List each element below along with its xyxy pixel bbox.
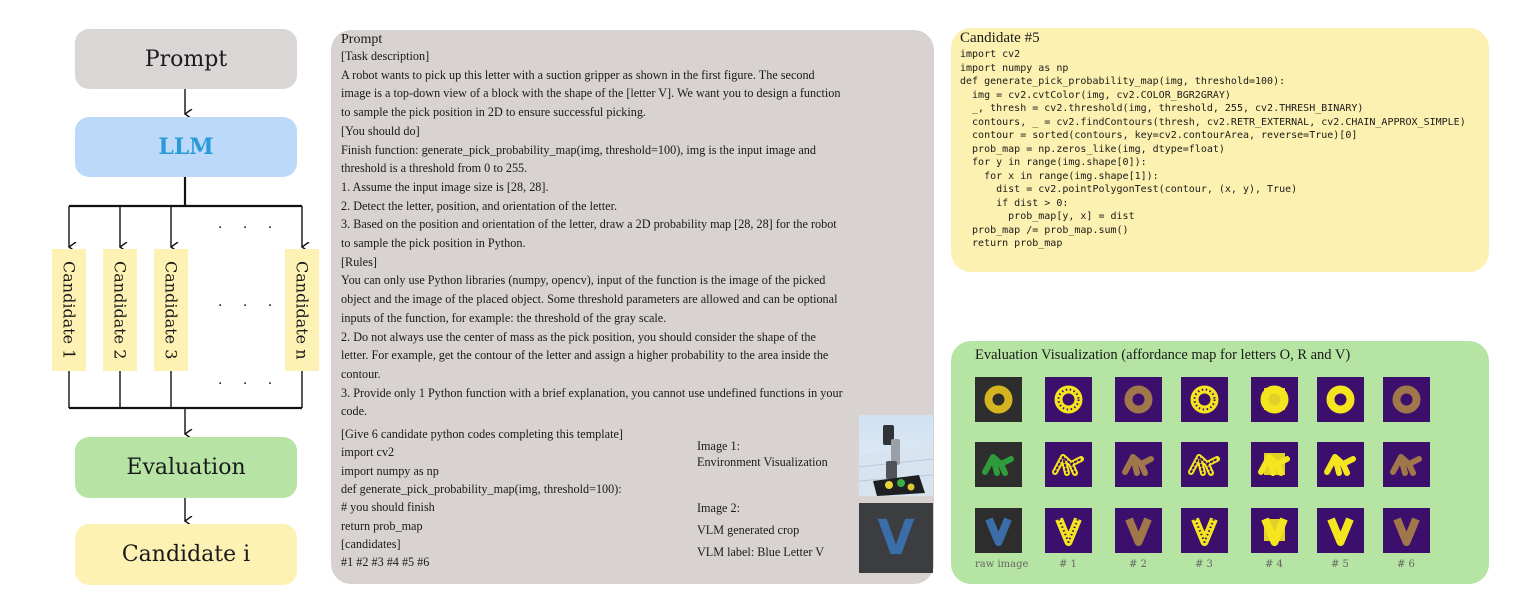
affordance-map-tile	[1181, 508, 1228, 553]
affordance-map-tile	[1317, 377, 1364, 422]
code-line: _, thresh = cv2.threshold(img, threshold, 255, cv2.THRESH_BINARY)	[960, 103, 1364, 114]
code-line: prob_map = np.zeros_like(img, dtype=float)	[960, 143, 1225, 155]
column-label: raw image	[975, 559, 1029, 570]
ellipsis-middle: · · ·	[218, 298, 281, 314]
column-label: # 4	[1265, 559, 1283, 570]
affordance-map-tile	[1383, 377, 1430, 422]
code-line: if dist > 0:	[960, 197, 1069, 209]
code-line: import cv2	[960, 49, 1021, 60]
affordance-map-tile	[1383, 442, 1430, 487]
raw-letter-image	[975, 508, 1022, 553]
affordance-map-tile	[1383, 508, 1430, 553]
affordance-map-tile	[1115, 377, 1162, 422]
code-line: import numpy as np	[960, 62, 1069, 74]
prompt-line: threshold is a threshold from 0 to 255.	[341, 161, 528, 176]
candidate-1-label: Candidate 1	[59, 260, 79, 360]
candidate-n-label: Candidate n	[292, 260, 312, 360]
prompt-line: image is a top-down view of a block with the shape of the [letter V]. We want you to design a function	[341, 86, 841, 101]
prompt-line: to sample the pick position in 2D to ensure successful picking.	[341, 105, 646, 120]
affordance-map-tile	[1045, 508, 1092, 553]
affordance-map-tile	[1251, 377, 1298, 422]
code-line: dist = cv2.pointPolygonTest(contour, (x, y), True)	[960, 184, 1298, 195]
code-line: for x in range(img.shape[1]):	[960, 170, 1159, 182]
candidate-3-box	[154, 249, 188, 371]
ellipsis-top: · · ·	[218, 220, 281, 236]
affordance-map-tile	[1181, 442, 1228, 487]
column-label: # 6	[1397, 559, 1415, 570]
raw-letter-image	[975, 377, 1022, 422]
template-line: import numpy as np	[341, 463, 439, 478]
code-line: contours, _ = cv2.findContours(thresh, cv2.RETR_EXTERNAL, cv2.CHAIN_APPROX_SIMPLE)	[960, 116, 1466, 128]
template-line: [Give 6 candidate python codes completing this template]	[341, 427, 623, 441]
environment-visualization-image	[859, 415, 933, 496]
prompt-line: [Rules]	[341, 254, 377, 269]
prompt-panel	[331, 30, 934, 584]
image2-caption: VLM generated crop	[697, 523, 800, 537]
prompt-line: 2. Do not always use the center of mass as the pick position, you should consider the shape of the	[341, 329, 816, 344]
prompt-line: A robot wants to pick up this letter with a suction gripper as shown in the first figure. The second	[341, 67, 815, 82]
evaluation-visualization-title: Evaluation Visualization (affordance map for letters O, R and V)	[975, 347, 1351, 363]
column-label: # 5	[1331, 559, 1349, 570]
prompt-panel-title: Prompt	[341, 32, 383, 47]
image2-label: Image 2:	[697, 501, 740, 515]
prompt-box	[75, 29, 297, 89]
candidate-1-box	[52, 249, 86, 371]
affordance-map-tile	[1317, 508, 1364, 553]
prompt-line: contour.	[341, 366, 381, 381]
affordance-map-tile	[1181, 377, 1228, 422]
candidate-3-label: Candidate 3	[161, 260, 181, 360]
affordance-map-tile	[1115, 508, 1162, 553]
template-line: #1 #2 #3 #4 #5 #6	[341, 555, 430, 570]
prompt-line: code.	[341, 404, 368, 419]
column-label: # 3	[1195, 559, 1213, 570]
code-line: return prob_map	[960, 238, 1063, 249]
code-line: contour = sorted(contours, key=cv2.contourArea, reverse=True)[0]	[960, 130, 1358, 141]
affordance-map-tile	[1045, 442, 1092, 487]
column-label: # 2	[1129, 559, 1147, 570]
prompt-line: You can only use Python libraries (numpy, opencv), input of the function is the image of the picked	[341, 273, 826, 288]
result-box	[75, 524, 297, 585]
raw-letter-image	[975, 442, 1022, 487]
prompt-line: inputs of the function, for example: the threshold of the gray scale.	[341, 310, 667, 325]
code-line: def generate_pick_probability_map(img, threshold=100):	[960, 76, 1286, 87]
column-label: # 1	[1059, 559, 1077, 570]
template-line: [candidates]	[341, 536, 401, 551]
prompt-line: 3. Provide only 1 Python function with a brief explanation, you cannot use undefined functions in your	[341, 385, 843, 400]
prompt-line: 2. Detect the letter, position, and orientation of the letter.	[341, 198, 618, 213]
ellipsis-bottom: · · ·	[218, 376, 281, 392]
prompt-line: to sample the pick position in Python.	[341, 236, 526, 250]
result-box-label: Candidate i	[121, 542, 251, 567]
candidate-n-box	[285, 249, 319, 371]
prompt-line: [Task description]	[341, 49, 430, 63]
evaluation-box-label: Evaluation	[126, 455, 246, 480]
evaluation-box	[75, 437, 297, 498]
candidate-2-label: Candidate 2	[110, 260, 130, 360]
template-line: # you should finish	[341, 500, 435, 515]
affordance-map-tile	[1251, 442, 1298, 487]
template-line: import cv2	[341, 445, 395, 460]
prompt-line: 3. Based on the position and orientation of the letter, draw a 2D probability map [28, 28] for the robot	[341, 217, 837, 232]
affordance-map-tile	[1317, 442, 1364, 487]
template-line: def generate_pick_probability_map(img, threshold=100):	[341, 481, 622, 496]
image2-vlm-label: VLM label: Blue Letter V	[697, 545, 825, 559]
code-line: prob_map /= prob_map.sum()	[960, 224, 1129, 236]
code-line: for y in range(img.shape[0]):	[960, 157, 1147, 168]
candidate-code-panel	[951, 28, 1489, 272]
affordance-map-tile	[1251, 508, 1298, 553]
prompt-line: object and the image of the placed object. Some threshold parameters are allowed and can be optional	[341, 292, 838, 307]
affordance-map-tile	[1115, 442, 1162, 487]
evaluation-visualization-panel	[951, 341, 1489, 584]
affordance-map-tile	[1045, 377, 1092, 422]
llm-box	[75, 117, 297, 177]
prompt-line: letter. For example, get the contour of the letter and assign a higher probability to the area inside the	[341, 348, 829, 363]
image1-label: Image 1:	[697, 439, 740, 453]
vlm-crop-image	[859, 503, 933, 573]
llm-box-label: LLM	[158, 134, 214, 160]
prompt-box-label: Prompt	[144, 46, 228, 72]
prompt-line: 1. Assume the input image size is [28, 28].	[341, 179, 549, 194]
code-line: prob_map[y, x] = dist	[960, 211, 1135, 222]
code-line: img = cv2.cvtColor(img, cv2.COLOR_BGR2GRAY)	[960, 89, 1231, 101]
template-line: return prob_map	[341, 518, 423, 533]
prompt-line: [You should do]	[341, 123, 420, 138]
image1-caption: Environment Visualization	[697, 455, 828, 469]
candidate-code-title: Candidate #5	[960, 30, 1040, 46]
crop-letter-glyph: V	[877, 510, 915, 566]
prompt-line: Finish function: generate_pick_probability_map(img, threshold=100), img is the input image and	[341, 142, 816, 157]
candidate-2-box	[103, 249, 137, 371]
